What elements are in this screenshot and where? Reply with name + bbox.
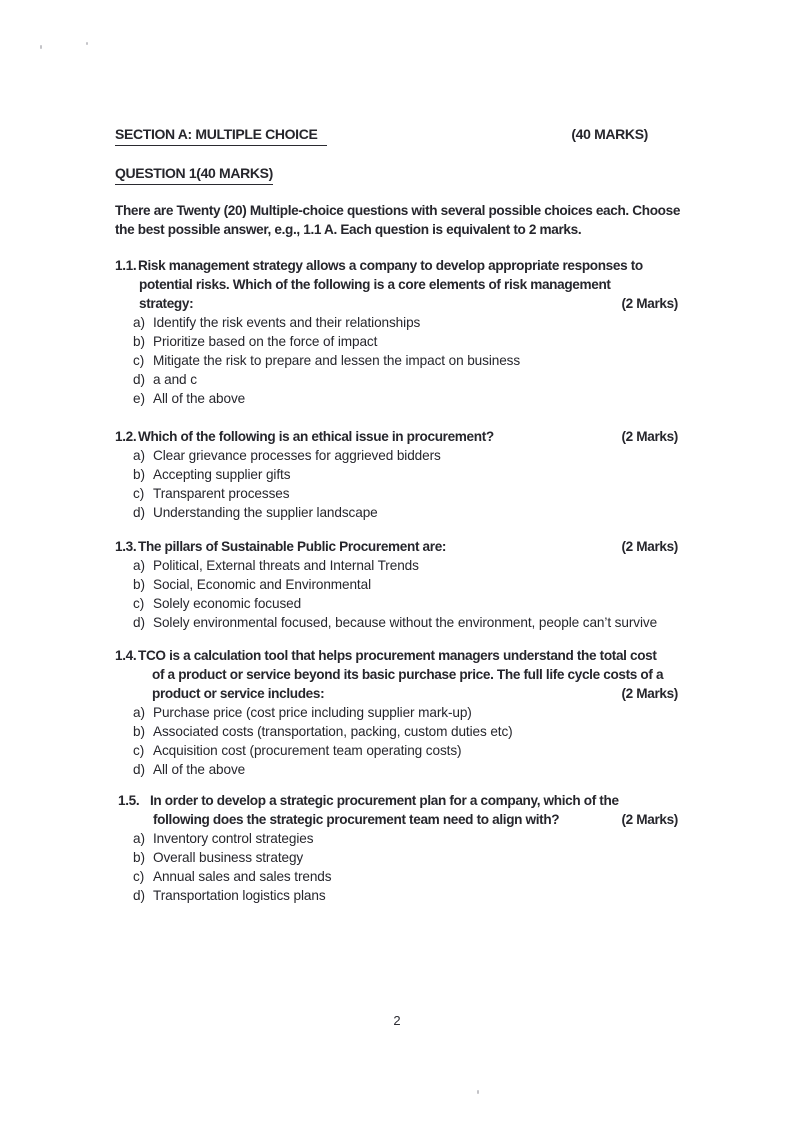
option-letter: c) bbox=[133, 486, 145, 501]
question-1-4 bbox=[115, 646, 678, 779]
question-number: 1.4. bbox=[115, 648, 137, 663]
option-row bbox=[115, 760, 678, 779]
option-row bbox=[115, 867, 678, 886]
scan-speck bbox=[86, 42, 88, 45]
option-text: Annual sales and sales trends bbox=[153, 869, 332, 884]
stem-line bbox=[115, 294, 678, 313]
option-text: Purchase price (cost price including supplier mark-up) bbox=[153, 705, 472, 720]
section-title: SECTION A: MULTIPLE CHOICE bbox=[115, 125, 327, 146]
option-text: All of the above bbox=[153, 391, 246, 406]
option-row bbox=[115, 829, 678, 848]
option-row bbox=[115, 886, 678, 905]
options-list bbox=[115, 703, 678, 779]
option-row bbox=[115, 722, 678, 741]
option-text: Solely environmental focused, because without the environment, people can’t survive bbox=[153, 615, 658, 630]
option-text: Prioritize based on the force of impact bbox=[153, 334, 378, 349]
option-text: All of the above bbox=[153, 762, 246, 777]
option-letter: d) bbox=[133, 505, 145, 520]
option-row bbox=[115, 613, 678, 632]
stem-text: strategy: bbox=[139, 296, 194, 311]
page-content bbox=[115, 125, 681, 905]
scan-speck bbox=[40, 45, 42, 49]
option-row bbox=[115, 389, 678, 408]
options-list bbox=[115, 446, 678, 522]
option-letter: c) bbox=[133, 743, 145, 758]
stem-line bbox=[115, 646, 678, 665]
option-row bbox=[115, 556, 678, 575]
intro-paragraph bbox=[115, 201, 681, 239]
option-letter: a) bbox=[133, 315, 145, 330]
option-letter: c) bbox=[133, 596, 145, 611]
option-row bbox=[115, 848, 678, 867]
question-stem bbox=[115, 256, 678, 313]
stem-line bbox=[115, 810, 678, 829]
option-row bbox=[115, 594, 678, 613]
marks-label: (2 Marks) bbox=[621, 539, 678, 554]
option-row bbox=[115, 503, 678, 522]
page-number: 2 bbox=[393, 1013, 401, 1028]
option-row bbox=[115, 446, 678, 465]
option-row bbox=[115, 370, 678, 389]
stem-line bbox=[115, 256, 678, 275]
stem-text: Which of the following is an ethical issue in procurement? bbox=[138, 429, 494, 444]
option-letter: e) bbox=[133, 391, 145, 406]
stem-line bbox=[115, 791, 678, 810]
intro-line: There are Twenty (20) Multiple-choice questions with several possible choices each. Choose bbox=[115, 203, 681, 218]
option-text: Accepting supplier gifts bbox=[153, 467, 291, 482]
option-letter: b) bbox=[133, 334, 145, 349]
stem-text: In order to develop a strategic procurement plan for a company, which of the bbox=[150, 793, 619, 808]
option-text: Mitigate the risk to prepare and lessen the impact on business bbox=[153, 353, 521, 368]
intro-line: the best possible answer, e.g., 1.1 A. Each question is equivalent to 2 marks. bbox=[115, 222, 582, 237]
option-letter: b) bbox=[133, 577, 145, 592]
option-letter: d) bbox=[133, 615, 145, 630]
stem-line bbox=[115, 537, 678, 556]
stem-text: product or service includes: bbox=[152, 686, 325, 701]
question-header bbox=[115, 164, 678, 183]
option-text: Associated costs (transportation, packing, custom duties etc) bbox=[153, 724, 513, 739]
options-list bbox=[115, 556, 678, 632]
stem-text: TCO is a calculation tool that helps procurement managers understand the total cost bbox=[138, 648, 657, 663]
option-row bbox=[115, 484, 678, 503]
option-letter: c) bbox=[133, 869, 145, 884]
options-list bbox=[115, 829, 678, 905]
marks-label: (2 Marks) bbox=[621, 429, 678, 444]
question-stem bbox=[115, 646, 678, 703]
question-stem bbox=[115, 537, 678, 556]
question-stem bbox=[115, 791, 678, 829]
option-letter: a) bbox=[133, 448, 145, 463]
option-letter: d) bbox=[133, 372, 145, 387]
option-letter: c) bbox=[133, 353, 145, 368]
question-number: 1.2. bbox=[115, 429, 137, 444]
option-letter: a) bbox=[133, 558, 145, 573]
question-number: 1.3. bbox=[115, 539, 137, 554]
option-text: Understanding the supplier landscape bbox=[153, 505, 378, 520]
section-header bbox=[115, 125, 678, 144]
question-1-5 bbox=[115, 791, 678, 905]
stem-text: The pillars of Sustainable Public Procurement are: bbox=[138, 539, 447, 554]
section-marks-label: (40 MARKS) bbox=[571, 126, 648, 142]
option-letter: d) bbox=[133, 762, 145, 777]
question-number: 1.1. bbox=[115, 258, 137, 273]
question-1-3 bbox=[115, 537, 678, 632]
stem-line bbox=[115, 427, 678, 446]
question-title: QUESTION 1(40 MARKS) bbox=[115, 164, 273, 185]
stem-line bbox=[115, 684, 678, 703]
option-text: Political, External threats and Internal Trends bbox=[153, 558, 419, 573]
option-letter: b) bbox=[133, 850, 145, 865]
marks-label: (2 Marks) bbox=[621, 686, 678, 701]
option-text: Clear grievance processes for aggrieved bidders bbox=[153, 448, 441, 463]
options-list bbox=[115, 313, 678, 408]
option-row bbox=[115, 351, 678, 370]
option-text: Acquisition cost (procurement team operating costs) bbox=[153, 743, 462, 758]
stem-text: Risk management strategy allows a company to develop appropriate responses to bbox=[138, 258, 643, 273]
stem-text: following does the strategic procurement team need to align with? bbox=[153, 812, 560, 827]
option-text: Overall business strategy bbox=[153, 850, 304, 865]
option-row bbox=[115, 332, 678, 351]
option-row bbox=[115, 703, 678, 722]
stem-line: of a product or service beyond its basic purchase price. The full life cycle costs of a bbox=[152, 667, 664, 682]
option-letter: a) bbox=[133, 831, 145, 846]
option-row bbox=[115, 313, 678, 332]
marks-label: (2 Marks) bbox=[621, 812, 678, 827]
option-text: Transparent processes bbox=[153, 486, 290, 501]
option-letter: d) bbox=[133, 888, 145, 903]
marks-label: (2 Marks) bbox=[621, 296, 678, 311]
option-text: Transportation logistics plans bbox=[153, 888, 326, 903]
option-row bbox=[115, 465, 678, 484]
option-text: Identify the risk events and their relationships bbox=[153, 315, 421, 330]
option-text: Social, Economic and Environmental bbox=[153, 577, 371, 592]
scan-speck bbox=[477, 1090, 479, 1094]
option-row bbox=[115, 741, 678, 760]
stem-line: potential risks. Which of the following is a core elements of risk management bbox=[139, 277, 611, 292]
option-row bbox=[115, 575, 678, 594]
option-letter: b) bbox=[133, 467, 145, 482]
question-1-2 bbox=[115, 427, 678, 522]
question-number: 1.5. bbox=[118, 793, 140, 808]
question-1-1 bbox=[115, 256, 678, 408]
option-text: Inventory control strategies bbox=[153, 831, 314, 846]
option-text: a and c bbox=[153, 372, 197, 387]
option-letter: a) bbox=[133, 705, 145, 720]
option-text: Solely economic focused bbox=[153, 596, 302, 611]
option-letter: b) bbox=[133, 724, 145, 739]
question-stem bbox=[115, 427, 678, 446]
